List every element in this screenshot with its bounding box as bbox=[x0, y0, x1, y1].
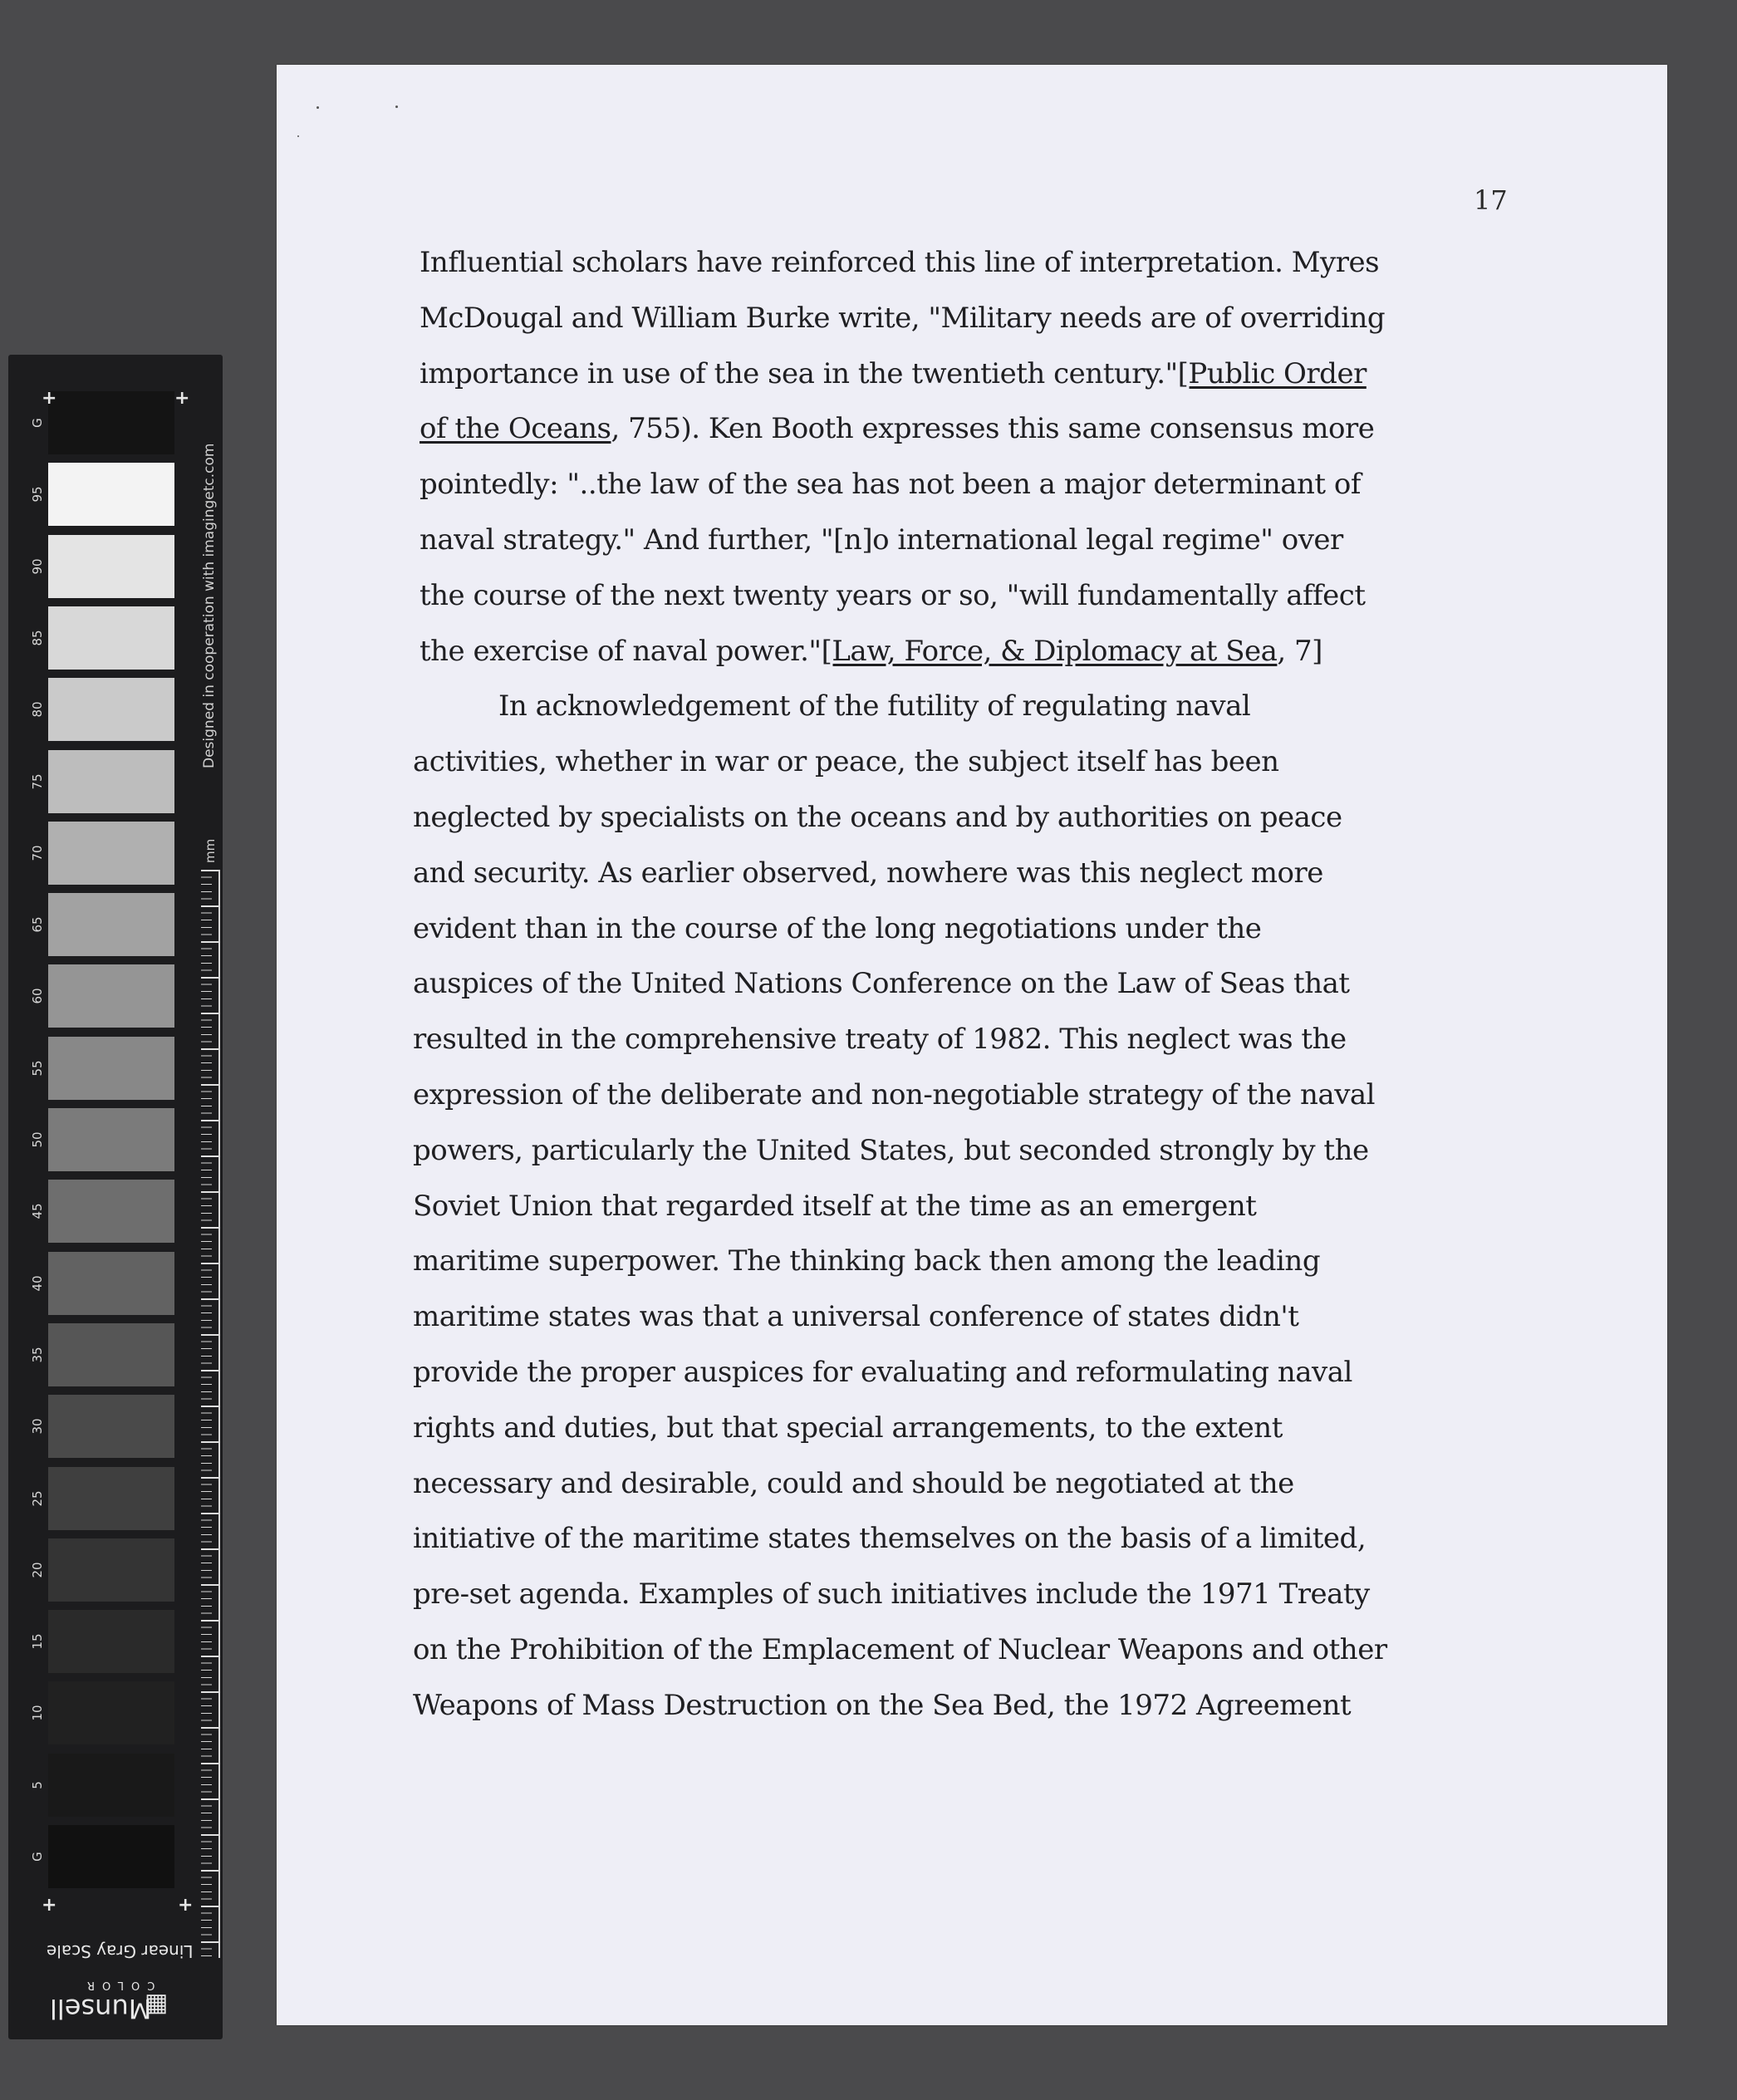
gray-patch-label: 95 bbox=[30, 486, 45, 503]
text-line bbox=[413, 912, 1261, 945]
text-run: neglected by specialists on the oceans and by authorities on peace bbox=[413, 801, 1342, 834]
gray-patch bbox=[48, 678, 174, 741]
gray-patch-label: 50 bbox=[30, 1131, 45, 1148]
text-line bbox=[420, 468, 1361, 501]
text-line bbox=[413, 1577, 1370, 1611]
ruler-unit-label: mm bbox=[203, 838, 218, 863]
text-run: Weapons of Mass Destruction on the Sea Bed, the 1972 Agreement bbox=[413, 1688, 1352, 1722]
mm-ruler-major-ticks bbox=[201, 870, 219, 1958]
text-line bbox=[420, 523, 1343, 557]
gray-patch-label: 25 bbox=[30, 1489, 45, 1507]
gray-patch-label: G bbox=[30, 1852, 45, 1862]
text-line bbox=[413, 1411, 1283, 1445]
text-run: Soviet Union that regarded itself at the time as an emergent bbox=[413, 1189, 1257, 1223]
text-run: maritime superpower. The thinking back then among the leading bbox=[413, 1244, 1321, 1278]
gray-patch bbox=[48, 964, 174, 1028]
text-line bbox=[413, 1689, 1351, 1722]
text-run: maritime states was that a universal conference of states didn't bbox=[413, 1300, 1299, 1334]
gray-patch bbox=[48, 1538, 174, 1602]
gray-patch-label: 55 bbox=[30, 1060, 45, 1077]
gray-patch bbox=[48, 893, 174, 956]
gray-patch bbox=[48, 1467, 174, 1530]
gray-scale-credit: Designed in cooperation with imagingetc.com bbox=[201, 443, 218, 768]
text-run: , 755). Ken Booth expresses this same consensus more bbox=[611, 412, 1375, 446]
text-run: the course of the next twenty years or so, "will fundamentally affect bbox=[420, 578, 1366, 612]
gray-patch-label: 65 bbox=[30, 916, 45, 933]
gray-patch-label: 30 bbox=[30, 1418, 45, 1435]
text-line bbox=[413, 1633, 1387, 1666]
text-run: , 7] bbox=[1277, 634, 1322, 668]
text-run: powers, particularly the United States, but seconded strongly by the bbox=[413, 1133, 1369, 1167]
text-run: resulted in the comprehensive treaty of 1982. This neglect was the bbox=[413, 1023, 1347, 1057]
text-run: expression of the deliberate and non-negotiable strategy of the naval bbox=[413, 1078, 1376, 1111]
paper-speck bbox=[297, 135, 299, 137]
text-run: importance in use of the sea in the twentieth century." bbox=[420, 356, 1178, 390]
text-line bbox=[413, 1023, 1347, 1056]
citation-title: [Law, Force, & Diplomacy at Sea bbox=[821, 634, 1278, 668]
gray-patch-label: 15 bbox=[30, 1633, 45, 1650]
gray-patch bbox=[48, 1108, 174, 1171]
gray-patch-label: 75 bbox=[30, 773, 45, 790]
text-run: naval strategy." And further, "[n]o international legal regime" over bbox=[420, 523, 1343, 557]
text-line bbox=[413, 856, 1323, 890]
text-run: auspices of the United Nations Conference on the Law of Seas that bbox=[413, 967, 1350, 1001]
gray-patch bbox=[48, 1681, 174, 1744]
registration-mark: + bbox=[174, 388, 190, 409]
text-run: Influential scholars have reinforced this line of interpretation. Myres bbox=[420, 246, 1380, 279]
citation-title: [Public Order bbox=[1177, 356, 1367, 390]
gray-patch bbox=[48, 391, 174, 454]
text-line bbox=[420, 357, 1367, 390]
munsell-grid-icon: ▦ bbox=[145, 1991, 169, 2020]
page-number: 17 bbox=[1474, 184, 1508, 216]
text-run: activities, whether in war or peace, the subject itself has been bbox=[413, 745, 1279, 779]
gray-patch bbox=[48, 1610, 174, 1673]
text-line bbox=[413, 1300, 1298, 1333]
text-line bbox=[420, 579, 1365, 612]
text-run: on the Prohibition of the Emplacement of Nuclear Weapons and other bbox=[413, 1633, 1387, 1666]
gray-patch-label: 35 bbox=[30, 1347, 45, 1363]
gray-patch-label: 45 bbox=[30, 1203, 45, 1219]
paper-speck bbox=[395, 105, 398, 108]
gray-scale-card bbox=[8, 355, 223, 2039]
gray-patch-label: 90 bbox=[30, 558, 45, 575]
text-run: the exercise of naval power." bbox=[420, 634, 822, 668]
gray-patch bbox=[48, 1037, 174, 1100]
gray-patch bbox=[48, 463, 174, 526]
text-line bbox=[413, 1522, 1366, 1555]
text-run: provide the proper auspices for evaluating and reformulating naval bbox=[413, 1356, 1352, 1389]
text-run: necessary and desirable, could and should be negotiated at the bbox=[413, 1466, 1294, 1500]
text-run: pre-set agenda. Examples of such initiatives include the 1971 Treaty bbox=[413, 1577, 1370, 1612]
gray-patch-label: G bbox=[30, 418, 45, 428]
text-run: evident than in the course of the long negotiations under the bbox=[413, 911, 1262, 945]
text-line bbox=[420, 412, 1374, 445]
text-line bbox=[413, 801, 1342, 834]
text-run: rights and duties, but that special arrangements, to the extent bbox=[413, 1411, 1283, 1445]
text-line bbox=[413, 745, 1278, 778]
text-run: McDougal and William Burke write, "Military needs are of overriding bbox=[420, 301, 1386, 335]
gray-patch bbox=[48, 1252, 174, 1315]
text-run: and security. As earlier observed, nowhere was this neglect more bbox=[413, 856, 1323, 890]
text-line bbox=[413, 1078, 1375, 1111]
citation-title: of the Oceans bbox=[420, 412, 611, 446]
text-line bbox=[420, 635, 1322, 668]
text-line bbox=[413, 1190, 1256, 1223]
gray-patch-label: 10 bbox=[30, 1705, 45, 1721]
text-line bbox=[420, 246, 1379, 279]
text-line bbox=[413, 967, 1350, 1000]
registration-mark: + bbox=[42, 1895, 57, 1916]
gray-patch bbox=[48, 606, 174, 670]
gray-patch-label: 20 bbox=[30, 1562, 45, 1578]
text-run: In acknowledgement of the futility of regulating naval bbox=[498, 689, 1251, 724]
gray-scale-title: Linear Gray Scale bbox=[47, 1941, 194, 1961]
gray-patch bbox=[48, 822, 174, 885]
gray-patch-label: 5 bbox=[30, 1780, 45, 1789]
gray-patch-label: 60 bbox=[30, 988, 45, 1004]
munsell-logo: Munsell bbox=[50, 1993, 152, 2024]
gray-patch-label: 80 bbox=[30, 701, 45, 718]
text-line bbox=[413, 1244, 1320, 1278]
gray-patch bbox=[48, 1395, 174, 1458]
gray-patch bbox=[48, 1180, 174, 1243]
munsell-color-sublabel: COLOR bbox=[80, 1979, 155, 1991]
text-line bbox=[420, 302, 1385, 335]
gray-patch bbox=[48, 750, 174, 813]
registration-mark: + bbox=[178, 1895, 194, 1916]
gray-patch bbox=[48, 535, 174, 598]
registration-mark: + bbox=[42, 388, 57, 409]
text-line bbox=[413, 1467, 1294, 1500]
gray-patch bbox=[48, 1825, 174, 1888]
text-run: pointedly: "..the law of the sea has not been a major determinant of bbox=[420, 468, 1361, 502]
text-line bbox=[413, 1134, 1369, 1167]
text-line bbox=[413, 1356, 1352, 1389]
gray-patch-label: 85 bbox=[30, 630, 45, 646]
paragraph-first-line bbox=[498, 689, 1250, 723]
paper-speck bbox=[316, 106, 319, 109]
mm-ruler-edge bbox=[218, 870, 220, 1958]
gray-patch bbox=[48, 1754, 174, 1817]
gray-patch-label: 40 bbox=[30, 1275, 45, 1292]
gray-patch bbox=[48, 1323, 174, 1386]
text-run: initiative of the maritime states themselves on the basis of a limited, bbox=[413, 1522, 1367, 1556]
gray-patch-label: 70 bbox=[30, 845, 45, 861]
